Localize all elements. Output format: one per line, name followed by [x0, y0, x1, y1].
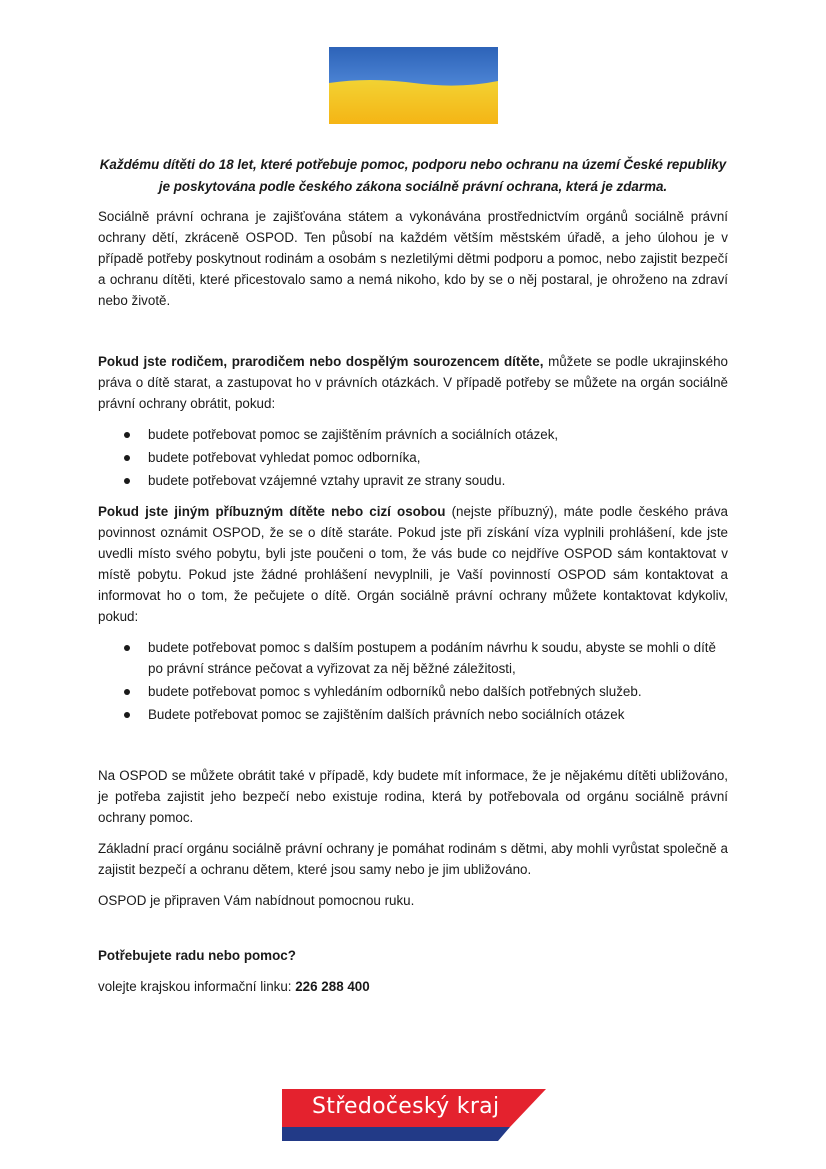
logo-text: Středočeský kraj	[312, 1094, 500, 1119]
intro-line-1: Každému dítěti do 18 let, které potřebuje pomoc, podporu nebo ochranu na území České republiky	[99, 157, 727, 172]
help-heading	[98, 945, 728, 966]
phone-number: 226 288 400	[295, 979, 370, 994]
list-item: budete potřebovat vzájemné vztahy upravit ze strany soudu.	[98, 470, 728, 491]
list-item: budete potřebovat pomoc s dalším postupem a podáním návrhu k soudu, abyste se mohli o dítě po právní stránce pečovat a vyřizovat za něj běžné záležitosti,	[98, 637, 728, 679]
paragraph-relatives-bold: Pokud jste jiným příbuzným dítěte nebo cizí osobou	[98, 504, 446, 519]
help-line	[98, 976, 728, 997]
paragraph-report-harm: Na OSPOD se můžete obrátit také v případě, kdy budete mít informace, že je nějakému dítěti ubližováno, je potřeba zajistit jeho bezpečí nebo existuje rodina, která by potřebovala od orgánu sociálně právní ochrany pomoc.	[98, 768, 728, 825]
stredocesky-kraj-logo	[282, 1089, 546, 1141]
paragraph-help-offer: OSPOD je připraven Vám nabídnout pomocnou ruku.	[98, 893, 415, 908]
help-line-text: volejte krajskou informační linku:	[98, 979, 296, 994]
paragraph-parents	[98, 351, 728, 414]
list-parents-needs	[98, 424, 728, 491]
help-heading-text: Potřebujete radu nebo pomoc?	[98, 948, 296, 963]
intro-line-2: je poskytována podle českého zákona sociálně právní ochrana, která je zdarma.	[158, 179, 668, 194]
paragraph-parents-bold: Pokud jste rodičem, prarodičem nebo dospělým sourozencem dítěte,	[98, 354, 544, 369]
paragraph-parents-text: můžete se podle ukrajinského práva o dítě starat, a zastupovat ho v právních otázkách. V případě potřeby se můžete na orgán sociálně právní ochrany obrátit, pokud:	[98, 354, 728, 411]
list-item: Budete potřebovat pomoc se zajištěním dalších právních nebo sociálních otázek	[98, 704, 728, 725]
paragraph-relatives	[98, 501, 728, 627]
list-item: budete potřebovat pomoc s vyhledáním odborníků nebo dalších potřebných služeb.	[98, 681, 728, 702]
list-item: budete potřebovat vyhledat pomoc odborníka,	[98, 447, 728, 468]
paragraph-relatives-text: (nejste příbuzný), máte podle českého práva povinnost oznámit OSPOD, že se o dítě staráte. Pokud jste při získání víza vyplnili prohlášení, kde jste uvedli místo svého pobytu, byli jste poučeni o tom, že vás bude co nejdříve OSPOD sám kontaktovat v místě pobytu. Pokud jste žádné prohlášení nevyplnili, je Vaší povinností OSPOD sám kontaktovat a informovat ho o tom, že pečujete o dítě. Orgán sociálně právní ochrany můžete kontaktovat kdykoliv, pokud:	[98, 504, 728, 624]
list-relatives-needs	[98, 637, 728, 725]
intro-heading	[98, 154, 728, 198]
list-item: budete potřebovat pomoc se zajištěním právních a sociálních otázek,	[98, 424, 728, 445]
paragraph-basic-work: Základní prací orgánu sociálně právní ochrany je pomáhat rodinám s dětmi, aby mohli vyrůstat společně a zajistit bezpečí a ochranu dětem, které jsou samy nebo je jim ubližováno.	[98, 841, 728, 877]
paragraph-ospod-intro: Sociálně právní ochrana je zajišťována státem a vykonávána prostřednictvím orgánů sociálně právní ochrany dětí, zkráceně OSPOD. Ten působí na každém větším městském úřadě, a jeho úlohou je v případě potřeby poskytnout rodinám a osobám s nezletilými dětmi podporu a pomoc, nebo zajistit bezpečí a ochranu dítěti, které přicestovalo samo a nemá nikoho, kdo by se o něj postaral, je ohroženo na zdraví nebo životě.	[98, 209, 728, 308]
document-body	[98, 154, 728, 1007]
ukraine-flag-image	[329, 47, 498, 124]
